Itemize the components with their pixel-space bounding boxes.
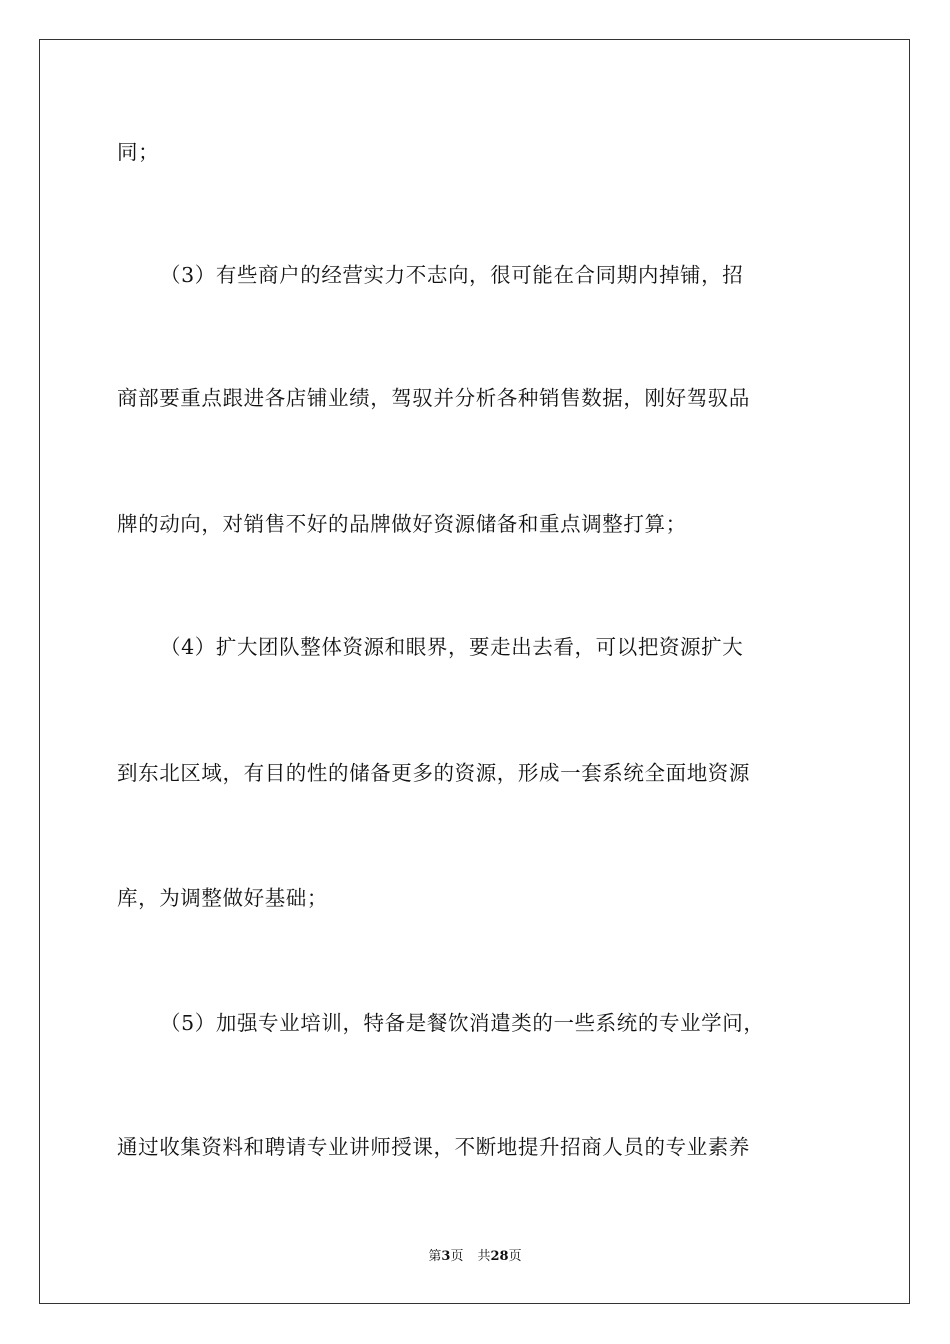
paragraph-3-start: （3）有些商户的经营实力不志向，很可能在合同期内掉铺，招 <box>160 263 744 287</box>
text-line: 到东北区域，有目的性的储备更多的资源，形成一套系统全面地资源 <box>117 761 750 785</box>
page-footer <box>0 1248 950 1266</box>
total-prefix: 共 <box>477 1249 491 1264</box>
total-suffix: 页 <box>508 1249 522 1264</box>
paragraph-5-start: （5）加强专业培训，特备是餐饮消遣类的一些系统的专业学问， <box>160 1011 765 1035</box>
text-line: 同； <box>117 140 160 164</box>
page-prefix: 第 <box>428 1249 442 1264</box>
page-number: 3 <box>441 1249 451 1264</box>
page-border <box>39 39 910 1304</box>
text-line: 商部要重点跟进各店铺业绩，驾驭并分析各种销售数据，刚好驾驭品 <box>117 386 750 410</box>
text-line: 通过收集资料和聘请专业讲师授课，不断地提升招商人员的专业素养 <box>117 1135 750 1159</box>
total-pages: 28 <box>490 1249 509 1264</box>
text-line: 牌的动向，对销售不好的品牌做好资源储备和重点调整打算； <box>117 512 687 536</box>
paragraph-4-start: （4）扩大团队整体资源和眼界，要走出去看，可以把资源扩大 <box>160 635 744 659</box>
text-line: 库，为调整做好基础； <box>117 886 328 910</box>
page-suffix: 页 <box>450 1249 464 1264</box>
